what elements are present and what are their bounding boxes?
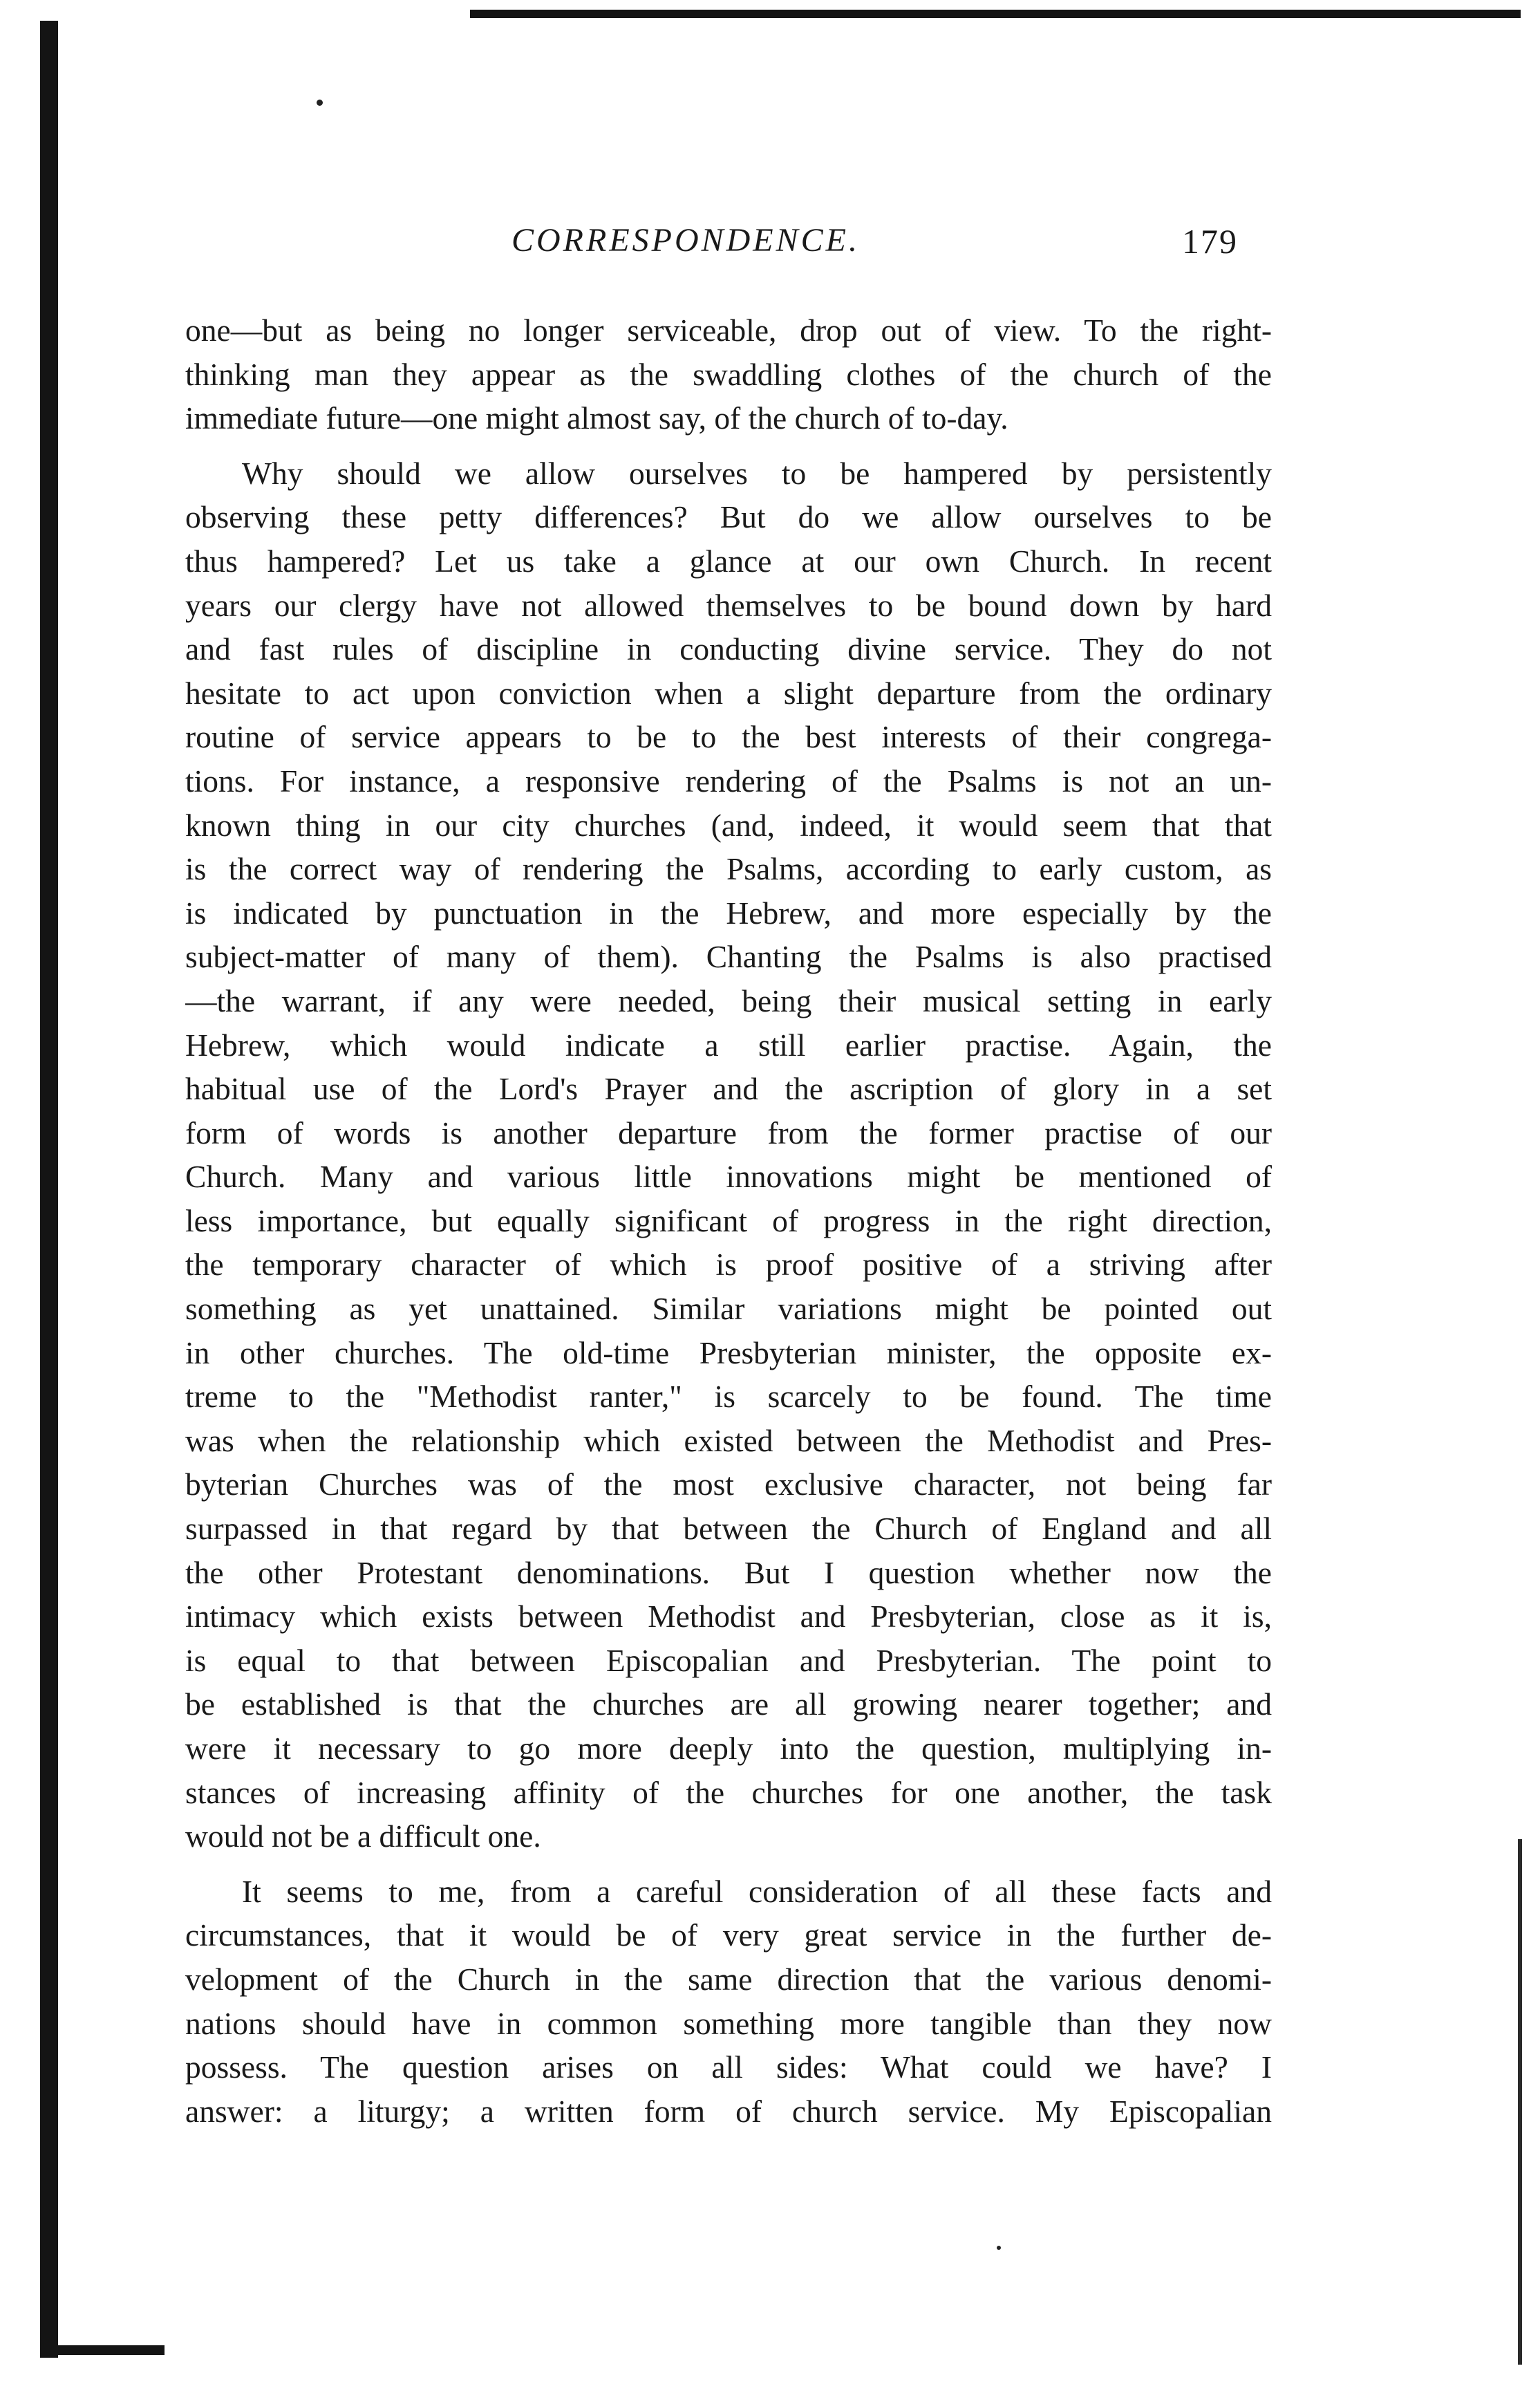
text-line: hesitate to act upon conviction when a slight departure from the ordinary <box>185 675 1272 711</box>
text-line: thus hampered? Let us take a glance at our own Church. In recent <box>185 543 1272 579</box>
text-line: would not be a difficult one. <box>185 1818 541 1854</box>
scan-edge-left-foot <box>40 2345 165 2355</box>
text-line: intimacy which exists between Methodist and Presbyterian, close as it is, <box>185 1599 1272 1635</box>
text-line: Church. Many and various little innovations might be mentioned of <box>185 1159 1272 1195</box>
scan-edge-top <box>470 10 1521 18</box>
text-line: in other churches. The old-time Presbyterian minister, the opposite ex- <box>185 1334 1272 1370</box>
text-line: treme to the "Methodist ranter," is scarcely to be found. The time <box>185 1379 1272 1415</box>
text-line: is the correct way of rendering the Psalms, according to early custom, as <box>185 851 1272 887</box>
text-line: surpassed in that regard by that between the Church of England and all <box>185 1511 1272 1547</box>
text-line: thinking man they appear as the swaddling clothes of the church of the <box>185 356 1272 392</box>
text-line: circumstances, that it would be of very great service in the further de- <box>185 1917 1272 1953</box>
text-line: is indicated by punctuation in the Hebrew, and more especially by the <box>185 895 1272 931</box>
text-line: less importance, but equally significant of progress in the right direction, <box>185 1202 1272 1238</box>
text-line: immediate future—one might almost say, of the church of to-day. <box>185 400 1008 436</box>
text-line: Hebrew, which would indicate a still earlier practise. Again, the <box>185 1027 1272 1063</box>
text-line: the temporary character of which is proof positive of a striving after <box>185 1247 1272 1283</box>
text-line: possess. The question arises on all sides: What could we have? I <box>185 2049 1272 2085</box>
text-line: years our clergy have not allowed themselves to be bound down by hard <box>185 587 1272 623</box>
text-line: stances of increasing affinity of the churches for one another, the task <box>185 1774 1272 1810</box>
text-line: be established is that the churches are all growing nearer together; and <box>185 1686 1272 1722</box>
text-line: It seems to me, from a careful consideration of all these facts and <box>242 1873 1272 1909</box>
text-line: and fast rules of discipline in conducting divine service. They do not <box>185 631 1272 667</box>
running-head: CORRESPONDENCE. <box>511 222 860 259</box>
text-line: the other Protestant denominations. But I question whether now the <box>185 1554 1272 1590</box>
text-line: —the warrant, if any were needed, being their musical setting in early <box>185 983 1272 1018</box>
text-line: something as yet unattained. Similar variations might be pointed out <box>185 1291 1272 1327</box>
body-text <box>185 308 1272 2133</box>
text-line: one—but as being no longer serviceable, drop out of view. To the right- <box>185 313 1272 348</box>
text-line: subject-matter of many of them). Chanting the Psalms is also practised <box>185 939 1272 975</box>
scan-edge-left <box>40 21 58 2358</box>
text-line: routine of service appears to be to the best interests of their congrega- <box>185 719 1272 755</box>
scan-edge-right <box>1518 1839 1522 2365</box>
text-line: velopment of the Church in the same direction that the various denomi- <box>185 1961 1272 1997</box>
text-line: was when the relationship which existed between the Methodist and Pres- <box>185 1422 1272 1458</box>
text-line: byterian Churches was of the most exclusive character, not being far <box>185 1466 1272 1502</box>
page-number: 179 <box>1182 222 1238 261</box>
text-line: known thing in our city churches (and, indeed, it would seem that that <box>185 807 1272 843</box>
text-line: Why should we allow ourselves to be hampered by persistently <box>242 455 1272 491</box>
text-line: nations should have in common something more tangible than they now <box>185 2005 1272 2041</box>
text-line: were it necessary to go more deeply into the question, multiplying in- <box>185 1731 1272 1766</box>
scan-speck <box>997 2246 1001 2250</box>
text-line: is equal to that between Episcopalian and Presbyterian. The point to <box>185 1642 1272 1678</box>
text-line: answer: a liturgy; a written form of church service. My Episcopalian <box>185 2093 1272 2129</box>
text-line: tions. For instance, a responsive rendering of the Psalms is not an un- <box>185 763 1272 799</box>
text-line: observing these petty differences? But do we allow ourselves to be <box>185 499 1272 535</box>
page-header <box>0 221 1540 277</box>
text-line: form of words is another departure from the former practise of our <box>185 1115 1272 1151</box>
text-line: habitual use of the Lord's Prayer and the ascription of glory in a set <box>185 1071 1272 1107</box>
scan-speck <box>317 100 323 106</box>
